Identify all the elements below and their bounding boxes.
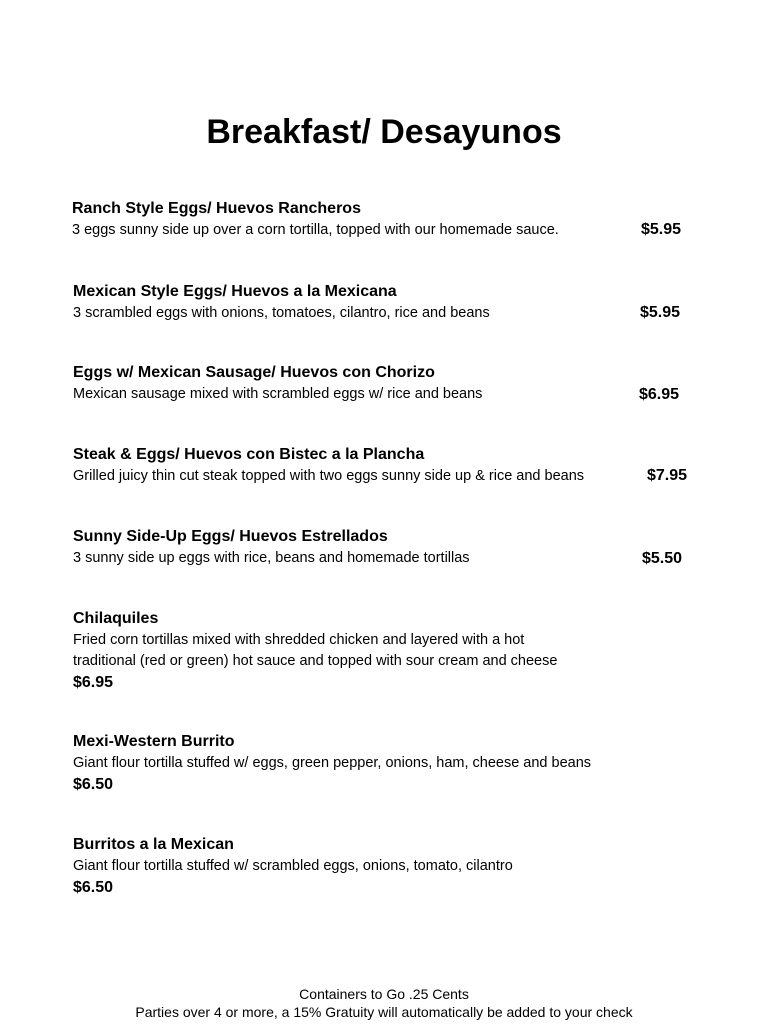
menu-item-chilaquiles [73, 608, 557, 694]
item-name: Ranch Style Eggs/ Huevos Rancheros [72, 200, 361, 217]
item-price: $6.95 [639, 386, 680, 403]
menu-item-huevos-rancheros [72, 198, 559, 241]
item-description: 3 scrambled eggs with onions, tomatoes, cilantro, rice and beans [73, 305, 490, 321]
footer-gratuity-note: Parties over 4 or more, a 15% Gratuity will automatically be added to your check [135, 1004, 633, 1020]
menu-title: Breakfast/ Desayunos [206, 113, 562, 151]
menu-item-huevos-estrellados [73, 526, 470, 569]
item-description: Mexican sausage mixed with scrambled eggs w/ rice and beans [73, 386, 483, 402]
menu-item-huevos-con-bistec [73, 444, 584, 487]
item-name: Sunny Side-Up Eggs/ Huevos Estrellados [73, 528, 388, 545]
item-description: Grilled juicy thin cut steak topped with two eggs sunny side up & rice and beans [73, 468, 585, 484]
item-description-line-2: traditional (red or green) hot sauce and topped with sour cream and cheese [73, 653, 558, 669]
item-name: Chilaquiles [73, 610, 159, 627]
item-price: $7.95 [647, 467, 688, 484]
item-price: $6.50 [73, 879, 114, 896]
item-price: $6.95 [73, 674, 114, 691]
item-description: Giant flour tortilla stuffed w/ eggs, green pepper, onions, ham, cheese and beans [73, 755, 592, 771]
item-description: 3 sunny side up eggs with rice, beans and homemade tortillas [73, 550, 470, 566]
menu-item-huevos-con-chorizo [73, 362, 482, 405]
item-name: Mexi-Western Burrito [73, 733, 235, 750]
item-name: Eggs w/ Mexican Sausage/ Huevos con Chorizo [73, 364, 435, 381]
menu-item-mexi-western-burrito [73, 731, 591, 796]
item-price: $6.50 [73, 776, 114, 793]
menu-item-huevos-a-la-mexicana [73, 281, 490, 324]
item-price: $5.50 [642, 550, 683, 567]
menu-item-burritos-a-la-mexican [73, 834, 513, 899]
item-price: $5.95 [641, 221, 682, 238]
item-name: Steak & Eggs/ Huevos con Bistec a la Plancha [73, 446, 425, 463]
footer-containers-note: Containers to Go .25 Cents [299, 986, 469, 1002]
item-name: Burritos a la Mexican [73, 836, 234, 853]
item-description: 3 eggs sunny side up over a corn tortilla, topped with our homemade sauce. [72, 222, 559, 238]
item-name: Mexican Style Eggs/ Huevos a la Mexicana [73, 283, 397, 300]
item-price: $5.95 [640, 304, 681, 321]
item-description: Giant flour tortilla stuffed w/ scrambled eggs, onions, tomato, cilantro [73, 858, 513, 874]
item-description-line-1: Fried corn tortillas mixed with shredded chicken and layered with a hot [73, 632, 525, 648]
